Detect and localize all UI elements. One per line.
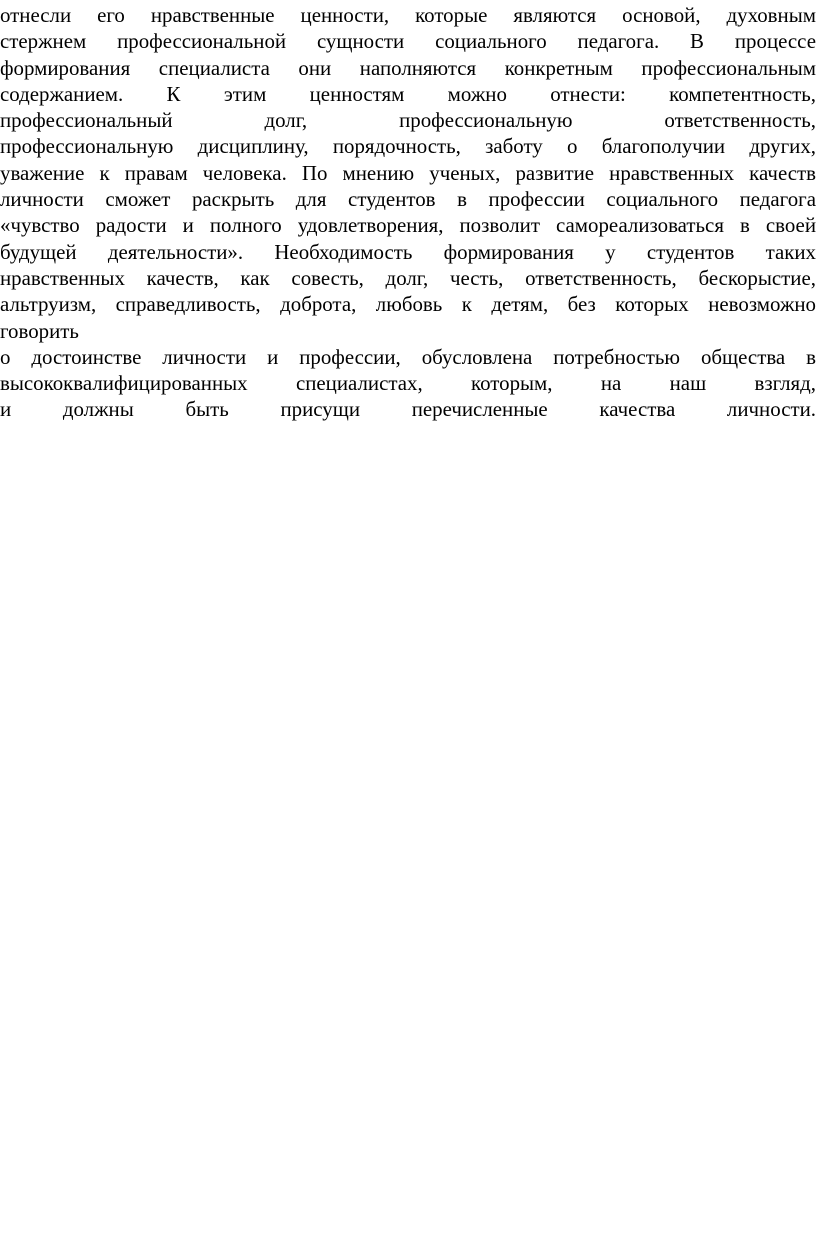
body-paragraph [0,0,816,423]
text-line-16: и должны быть присущи перечисленные качества личности. [0,397,816,422]
text-line-7: уважение к правам человека. По мнению ученых, развитие нравственных качеств [0,160,816,185]
text-line-6: профессиональную дисциплину, порядочность, заботу о благополучии других, [0,134,816,159]
text-line-5: профессиональный долг, профессиональную ответственность, [0,108,816,133]
text-line-2: стержнем профессиональной сущности социального педагога. В процессе [0,29,816,54]
text-line-8: личности сможет раскрыть для студентов в профессии социального педагога [0,187,816,212]
text-line-3: формирования специалиста они наполняются конкретным профессиональным [0,55,816,80]
text-line-15: высококвалифицированных специалистах, которым, на наш взгляд, [0,371,816,396]
text-line-10: будущей деятельности». Необходимость формирования у студентов таких [0,239,816,264]
text-line-13: говорить [0,318,79,343]
text-line-12: альтруизм, справедливость, доброта, любовь к детям, без которых невозможно [0,292,816,317]
text-line-1: отнесли его нравственные ценности, которые являются основой, духовным [0,3,816,27]
text-line-9: «чувство радости и полного удовлетворения, позволит самореализоваться в своей [0,213,816,238]
text-line-4: содержанием. К этим ценностям можно отнести: компетентность, [0,81,816,106]
text-line-11: нравственных качеств, как совесть, долг, честь, ответственность, бескорыстие, [0,265,816,290]
text-line-14: о достоинстве личности и профессии, обусловлена потребностью общества в [0,344,816,369]
